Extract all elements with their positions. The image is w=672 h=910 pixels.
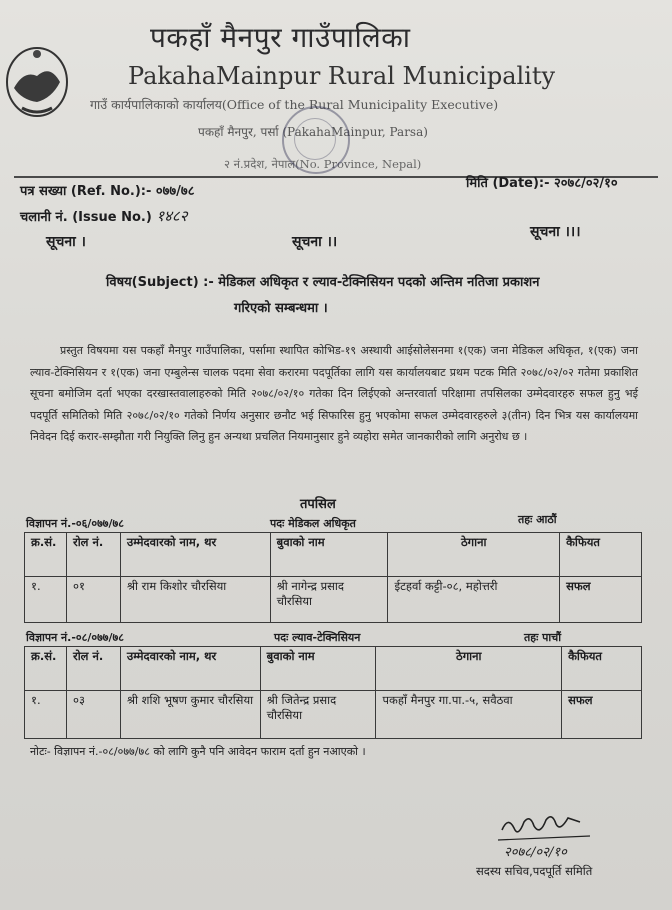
subject-line-1: विषय(Subject) :- मेडिकल अधिकृत र ल्याव-टेक्निसियन पदको अन्तिम नतिजा प्रकाशन [106,275,540,290]
cell-serial: १. [25,691,67,739]
cell-father-name: श्री जितेन्द्र प्रसाद चौरसिया [260,691,376,739]
col-candidate-name: उम्मेदवारको नाम, थर [120,647,260,691]
col-roll: रोल नं. [66,647,120,691]
cell-roll: ०३ [66,691,120,739]
col-serial: क्र.सं. [25,647,67,691]
subject-line-2: गरिएको सम्बन्धमा । [234,301,328,316]
results-table-2 [24,646,642,739]
cell-remarks: सफल [562,691,642,739]
post-level-2: तहः पाचौं [524,631,562,644]
details-heading: तपसिल [300,497,336,512]
issue-number-value: १४८२ [156,207,188,225]
issue-label: चलानी नं. (Issue No.) [20,210,152,225]
cell-address: ईटहर्वा कट्टी-०८, महोत्तरी [388,577,560,623]
vacancy-number-2: विज्ञापन नं.-०८/०७७/७८ [26,631,124,644]
issue-number [20,206,188,226]
notice-heading-2: सूचना ।। [292,234,338,250]
table-header-row [25,647,642,691]
body-paragraph: प्रस्तुत विषयमा यस पकहाँ मैनपुर गाउँपालिका, पर्सामा स्थापित कोभिड-१९ अस्थायी आईसोलेसनमा १(एक) जना मेडिकल अधिकृत, १(एक) जना ल्याव-टेक्निसियन र १(एक) जना एम्बुलेन्स चालक पदमा सेवा करारमा पदपूर्तिका लागि यस कार्यालयबाट प्रथम पटक मिति २०७८/०२/०२ गतेमा प्रकाशित सूचना बमोजिम दर्ता भएका दरखास्तवालाहरुको मिति २०७८/०२/१० गतेका दिन लिईएको अन्तरवार्ता परिक्षामा तपसिलका उम्मेदवारहरु सफल हुनु भई पदपूर्ति समितिको मिति २०७८/०२/१० गतेको निर्णय अनुसार छनौट भई सिफारिस हुनु भएकोमा सफल उम्मेदवारहरुले ३(तीन) दिन भित्र यस कार्यालयमा निवेदन दिई करार-सम्झौता गरी नियुक्ति लिनु हुन अन्यथा प्रचलित नियमानुसार हुने व्यहोरा समेत जानकारीको लागि अनुरोध छ । [30,344,638,443]
col-candidate-name: उम्मेदवारको नाम, थर [120,533,270,577]
office-seal-stamp [282,106,350,174]
post-level-1: तहः आठौं [518,513,557,526]
col-address: ठेगाना [388,533,560,577]
ref-number: पत्र सख्या (Ref. No.):- ०७७/७८ [20,184,195,199]
col-remarks: कैफियत [560,533,642,577]
municipality-title-english: PakahaMainpur Rural Municipality [128,62,556,90]
table-row [25,577,642,623]
office-line: गाउँ कार्यपालिकाको कार्यालय(Office of the Rural Municipality Executive) [90,97,499,112]
table-header-row [25,533,642,577]
notice-heading-1: सूचना । [46,234,86,250]
signature-date: २०७८/०२/१० [504,845,567,860]
col-remarks: कैफियत [562,647,642,691]
municipality-title-nepali: पकहाँ मैनपुर गाउँपालिका [150,21,411,54]
results-table-1 [24,532,642,623]
col-father-name: बुवाको नाम [270,533,388,577]
notice-heading-3: सूचना ।।। [530,224,581,240]
col-address: ठेगाना [376,647,562,691]
cell-candidate-name: श्री शशि भूषण कुमार चौरसिया [120,691,260,739]
cell-remarks: सफल [560,577,642,623]
post-name-2: पदः ल्याव-टेक्निसियन [274,631,361,644]
cell-father-name: श्री नागेन्द्र प्रसाद चौरसिया [270,577,388,623]
col-father-name: बुवाको नाम [260,647,376,691]
nepal-emblem-logo [4,42,70,120]
col-roll: रोल नं. [66,533,120,577]
table-row [25,691,642,739]
signer-title: सदस्य सचिव,पदपूर्ति समिति [476,864,593,878]
footnote: नोटः- विज्ञापन नं.-०८/०७७/७८ को लागि कुनै पनि आवेदन फाराम दर्ता हुन नआएको । [30,745,366,758]
letter-date: मिति (Date):- २०७८/०२/१० [466,176,618,191]
post-name-1: पदः मेडिकल अधिकृत [270,517,356,530]
vacancy-number-1: विज्ञापन नं.-०६/०७७/७८ [26,517,124,530]
subject-line [106,270,636,322]
province-line: २ नं.प्रदेश, नेपाल(No. Province, Nepal) [224,157,422,171]
address-line: पकहाँ मैनपुर, पर्सा (PakahaMainpur, Parsa) [198,125,428,139]
handwritten-signature [494,810,594,862]
cell-address: पकहाँ मैनपुर गा.पा.-५, सवैठवा [376,691,562,739]
cell-candidate-name: श्री राम किशोर चौरसिया [120,577,270,623]
cell-roll: ०१ [66,577,120,623]
col-serial: क्र.सं. [25,533,67,577]
cell-serial: १. [25,577,67,623]
